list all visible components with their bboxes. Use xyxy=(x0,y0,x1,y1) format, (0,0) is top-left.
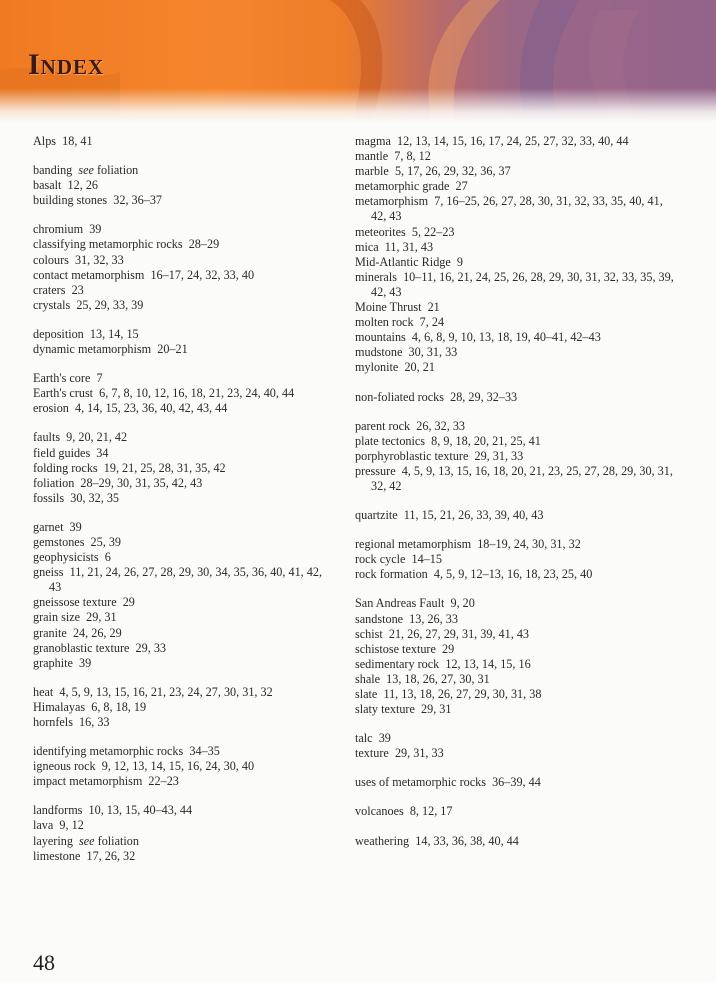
entry-pages: 17, 26, 32 xyxy=(86,848,136,863)
page-title: Index xyxy=(28,48,105,81)
entry-term: non-foliated rocks xyxy=(355,389,445,404)
index-group xyxy=(355,834,675,849)
entry-pages: 14, 33, 36, 38, 40, 44 xyxy=(415,833,519,848)
entry-term: grain size xyxy=(33,610,81,625)
entry-term: sandstone xyxy=(355,611,404,626)
index-group xyxy=(355,508,675,523)
entry-pages: 32, 36–37 xyxy=(113,193,162,208)
entry-term: parent rock xyxy=(355,418,411,433)
index-entry xyxy=(355,134,675,149)
entry-pages: 30, 31, 33 xyxy=(408,345,458,360)
entry-term: impact metamorphism xyxy=(33,774,143,789)
entry-pages: 11, 13, 18, 26, 27, 29, 30, 31, 38 xyxy=(383,687,542,701)
entry-term: igneous rock xyxy=(33,759,96,774)
index-entry xyxy=(355,179,675,194)
entry-pages: 4, 14, 15, 23, 36, 40, 42, 43, 44 xyxy=(74,401,228,416)
index-entry xyxy=(355,330,675,345)
entry-pages: 30, 32, 35 xyxy=(70,490,119,505)
index-entry xyxy=(33,818,333,833)
entry-term: marble xyxy=(355,164,389,179)
index-entry xyxy=(33,744,333,759)
entry-pages: 39 xyxy=(378,731,391,746)
index-entry xyxy=(355,834,675,849)
entry-term: schist xyxy=(355,626,383,641)
index-entry xyxy=(33,520,333,535)
entry-pages: 4, 6, 8, 9, 10, 13, 18, 19, 40–41, 42–43 xyxy=(411,330,601,345)
entry-term: dynamic metamorphism xyxy=(33,342,152,357)
entry-term: slaty texture xyxy=(355,702,415,717)
entry-term: metamorphism xyxy=(355,194,429,209)
index-entry xyxy=(33,178,333,193)
index-entry xyxy=(355,390,675,405)
banner-artwork xyxy=(0,0,716,122)
index-entry xyxy=(355,687,675,702)
index-group xyxy=(33,371,333,416)
entry-pages: 12, 13, 14, 15, 16, 17, 24, 25, 27, 32, 33, 40, 44 xyxy=(396,134,629,148)
entry-pages: 39 xyxy=(69,519,82,534)
entry-pages: 23 xyxy=(71,282,84,297)
entry-pages: 21 xyxy=(427,300,440,315)
index-entry xyxy=(355,642,675,657)
entry-pages: 29 xyxy=(442,641,455,656)
entry-term: regional metamorphism xyxy=(355,537,472,552)
entry-term: slate xyxy=(355,687,378,701)
index-entry xyxy=(33,237,333,252)
entry-pages: 12, 13, 14, 15, 16 xyxy=(445,656,531,671)
index-entry xyxy=(355,746,675,761)
entry-term: heat xyxy=(33,684,54,699)
entry-pages: 20–21 xyxy=(157,342,188,357)
entry-term: volcanoes xyxy=(355,804,404,819)
entry-pages: 6, 8, 18, 19 xyxy=(91,699,147,714)
entry-pages: 28, 29, 32–33 xyxy=(450,389,518,404)
index-entry xyxy=(33,401,333,416)
entry-pages: 9, 12, 13, 14, 15, 16, 24, 30, 40 xyxy=(101,759,255,774)
index-entry xyxy=(355,775,675,790)
index-entry xyxy=(355,804,675,819)
entry-pages: 36–39, 44 xyxy=(492,775,541,790)
entry-term: sedimentary rock xyxy=(355,656,440,671)
entry-pages: 29 xyxy=(122,595,135,610)
entry-pages: 6 xyxy=(104,550,111,565)
index-group xyxy=(355,390,675,405)
entry-term: granite xyxy=(33,625,67,640)
index-group xyxy=(355,731,675,761)
index-entry xyxy=(355,449,675,464)
index-entry xyxy=(355,537,675,552)
entry-pages: foliation xyxy=(96,163,139,178)
entry-term: hornfels xyxy=(33,715,73,729)
index-entry xyxy=(33,803,333,818)
entry-pages: 29, 31 xyxy=(421,702,452,717)
index-group xyxy=(33,134,333,149)
entry-term: chromium xyxy=(33,222,84,237)
entry-pages: 18–19, 24, 30, 31, 32 xyxy=(477,537,581,552)
entry-term: porphyroblastic texture xyxy=(355,448,469,463)
index-entry xyxy=(355,240,675,255)
entry-term: minerals xyxy=(355,269,397,284)
entry-term: limestone xyxy=(33,848,81,863)
index-entry xyxy=(33,193,333,208)
entry-term: mudstone xyxy=(355,345,403,360)
index-entry xyxy=(33,222,333,237)
entry-see: see xyxy=(79,833,95,848)
entry-term: building stones xyxy=(33,193,108,208)
index-group xyxy=(33,222,333,313)
index-entry xyxy=(33,268,333,283)
index-group xyxy=(355,596,675,717)
index-entry xyxy=(33,849,333,864)
entry-term: colours xyxy=(33,252,69,267)
entry-term: layering xyxy=(33,833,73,848)
entry-term: Himalayas xyxy=(33,699,86,714)
index-entry xyxy=(33,656,333,671)
index-entry xyxy=(33,626,333,641)
entry-term: landforms xyxy=(33,803,83,818)
entry-term: Mid-Atlantic Ridge xyxy=(355,254,451,269)
index-entry xyxy=(33,700,333,715)
index-entry xyxy=(33,298,333,313)
index-group xyxy=(33,685,333,730)
entry-pages: 7, 8, 12 xyxy=(394,149,431,164)
entry-pages: 5, 17, 26, 29, 32, 36, 37 xyxy=(394,164,511,179)
index-entry xyxy=(33,715,333,730)
entry-term: geophysicists xyxy=(33,550,99,565)
index-group xyxy=(33,163,333,208)
entry-pages: 16, 33 xyxy=(79,715,110,729)
index-entry xyxy=(355,345,675,360)
entry-pages: 34–35 xyxy=(189,744,220,759)
index-entry xyxy=(355,419,675,434)
entry-pages: 26, 32, 33 xyxy=(416,418,465,433)
entry-pages: 29, 31 xyxy=(86,610,117,625)
entry-term: faults xyxy=(33,430,61,445)
entry-term: rock formation xyxy=(355,567,428,582)
entry-pages: 8, 9, 18, 20, 21, 25, 41 xyxy=(431,433,541,448)
entry-term: meteorites xyxy=(355,224,406,239)
entry-pages: 25, 29, 33, 39 xyxy=(76,297,144,312)
index-entry xyxy=(33,685,333,700)
entry-term: identifying metamorphic rocks xyxy=(33,744,184,759)
entry-term: molten rock xyxy=(355,315,414,330)
entry-term: Earth's core xyxy=(33,371,91,386)
entry-term: deposition xyxy=(33,326,84,341)
entry-term: rock cycle xyxy=(355,552,406,567)
index-entry xyxy=(33,134,333,149)
entry-pages: 29, 31, 33 xyxy=(474,448,524,463)
index-entry xyxy=(355,149,675,164)
index-entry xyxy=(355,464,675,494)
index-entry xyxy=(355,360,675,375)
entry-term: classifying metamorphic rocks xyxy=(33,237,183,252)
entry-pages: 4, 5, 9, 13, 15, 16, 18, 20, 21, 23, 25, 27, 28, 29, 30, 31, 32, 42 xyxy=(371,463,673,493)
index-entry xyxy=(355,567,675,582)
entry-pages: 29, 33 xyxy=(135,640,167,655)
entry-pages: 8, 12, 17 xyxy=(409,804,453,819)
entry-term: graphite xyxy=(33,655,73,670)
entry-term: Alps xyxy=(33,134,57,148)
index-group xyxy=(33,803,333,863)
index-entry xyxy=(33,595,333,610)
entry-term: texture xyxy=(355,746,389,761)
entry-term: banding xyxy=(33,163,73,178)
index-entry xyxy=(33,253,333,268)
index-entry xyxy=(33,550,333,565)
index-entry xyxy=(355,596,675,611)
entry-pages: 11, 31, 43 xyxy=(384,239,434,254)
entry-term: mountains xyxy=(355,330,406,345)
entry-pages: 22–23 xyxy=(148,774,179,789)
entry-pages: 31, 32, 33 xyxy=(74,252,124,267)
entry-pages: 28–29 xyxy=(188,237,220,252)
entry-term: gneiss xyxy=(33,565,64,580)
entry-term: talc xyxy=(355,731,373,746)
entry-pages: 13, 18, 26, 27, 30, 31 xyxy=(386,671,490,686)
index-entry xyxy=(33,759,333,774)
entry-term: mantle xyxy=(355,149,389,164)
index-entry xyxy=(355,552,675,567)
index-group xyxy=(33,327,333,357)
entry-pages: 6, 7, 8, 10, 12, 16, 18, 21, 23, 24, 40, 44 xyxy=(99,386,295,401)
index-entry xyxy=(355,672,675,687)
entry-pages: 10–11, 16, 21, 24, 25, 26, 28, 29, 30, 31, 32, 33, 35, 39, 42, 43 xyxy=(371,269,674,299)
entry-see: see xyxy=(78,163,94,178)
index-entry xyxy=(33,834,333,849)
index-entry xyxy=(355,300,675,315)
entry-term: folding rocks xyxy=(33,460,98,475)
entry-term: schistose texture xyxy=(355,641,436,656)
index-entry xyxy=(33,371,333,386)
entry-term: Earth's crust xyxy=(33,386,94,401)
entry-term: weathering xyxy=(355,833,410,848)
entry-pages: 16–17, 24, 32, 33, 40 xyxy=(150,267,255,282)
index-entry xyxy=(355,434,675,449)
entry-term: pressure xyxy=(355,463,396,478)
index-group xyxy=(355,804,675,819)
entry-pages: 19, 21, 25, 28, 31, 35, 42 xyxy=(103,460,226,475)
index-entry xyxy=(33,342,333,357)
entry-term: fossils xyxy=(33,490,65,505)
index-entry xyxy=(355,270,675,300)
index-group xyxy=(355,419,675,494)
index-entry xyxy=(33,535,333,550)
index-entry xyxy=(355,194,675,224)
index-entry xyxy=(33,610,333,625)
entry-pages: 11, 15, 21, 26, 33, 39, 40, 43 xyxy=(403,508,544,523)
entry-term: plate tectonics xyxy=(355,433,426,448)
entry-term: gneissose texture xyxy=(33,595,117,610)
index-entry xyxy=(355,315,675,330)
entry-term: granoblastic texture xyxy=(33,640,130,655)
index-entry xyxy=(355,225,675,240)
index-group xyxy=(355,134,675,376)
entry-term: quartzite xyxy=(355,508,398,523)
index-entry xyxy=(33,774,333,789)
entry-pages: 7, 16–25, 26, 27, 28, 30, 31, 32, 33, 35, 40, 41, 42, 43 xyxy=(371,194,663,224)
index-entry xyxy=(33,565,333,595)
entry-pages: 9, 20, 21, 42 xyxy=(66,430,128,445)
entry-term: mica xyxy=(355,239,379,254)
index-entry xyxy=(355,731,675,746)
entry-pages: 13, 26, 33 xyxy=(409,611,458,626)
index-entry xyxy=(355,612,675,627)
entry-term: uses of metamorphic rocks xyxy=(355,775,486,790)
index-entry xyxy=(33,641,333,656)
entry-pages: 18, 41 xyxy=(62,134,93,148)
entry-term: shale xyxy=(355,671,381,686)
entry-term: metamorphic grade xyxy=(355,179,450,194)
entry-pages: 10, 13, 15, 40–43, 44 xyxy=(88,803,193,818)
index-entry xyxy=(33,461,333,476)
entry-pages: 39 xyxy=(89,222,102,237)
index-entry xyxy=(355,255,675,270)
index-entry xyxy=(355,657,675,672)
entry-term: mylonite xyxy=(355,360,399,375)
index-group xyxy=(355,537,675,582)
entry-pages: 24, 26, 29 xyxy=(72,625,122,640)
entry-pages: 28–29, 30, 31, 35, 42, 43 xyxy=(80,475,203,490)
index-entry xyxy=(33,476,333,491)
entry-pages: 4, 5, 9, 12–13, 16, 18, 23, 25, 40 xyxy=(433,567,593,582)
entry-pages: 11, 21, 24, 26, 27, 28, 29, 30, 34, 35, 36, 40, 41, 42, 43 xyxy=(49,565,323,595)
entry-term: field guides xyxy=(33,445,91,460)
entry-pages: 12, 26 xyxy=(67,178,98,193)
index-entry xyxy=(33,386,333,401)
index-column-right xyxy=(355,134,675,863)
entry-term: craters xyxy=(33,282,66,297)
index-group xyxy=(33,520,333,671)
index-entry xyxy=(355,702,675,717)
entry-pages: 5, 22–23 xyxy=(411,224,455,239)
entry-pages: 34 xyxy=(96,445,109,460)
entry-pages: 7 xyxy=(96,371,103,386)
entry-pages: 9, 12 xyxy=(59,818,84,833)
entry-pages: 27 xyxy=(455,179,468,194)
entry-pages: 4, 5, 9, 13, 15, 16, 21, 23, 24, 27, 30, 31, 32 xyxy=(59,684,273,699)
entry-term: foliation xyxy=(33,475,75,490)
entry-term: gemstones xyxy=(33,534,85,549)
entry-pages: 9, 20 xyxy=(450,596,475,611)
entry-pages: 14–15 xyxy=(411,552,442,567)
index-entry xyxy=(33,430,333,445)
entry-pages: 20, 21 xyxy=(404,360,435,375)
index-group xyxy=(33,430,333,505)
entry-pages: 13, 14, 15 xyxy=(89,326,139,341)
index-group xyxy=(355,775,675,790)
entry-pages: 29, 31, 33 xyxy=(394,746,444,761)
index-entry xyxy=(355,508,675,523)
entry-term: magma xyxy=(355,134,391,148)
entry-term: lava xyxy=(33,818,54,833)
index-entry xyxy=(355,627,675,642)
entry-term: San Andreas Fault xyxy=(355,596,445,611)
entry-pages: 25, 39 xyxy=(90,534,122,549)
index-column-left xyxy=(33,134,333,878)
entry-term: garnet xyxy=(33,519,64,534)
header-banner xyxy=(0,0,716,122)
entry-term: basalt xyxy=(33,178,62,193)
entry-term: crystals xyxy=(33,297,71,312)
index-entry xyxy=(33,491,333,506)
entry-pages: 7, 24 xyxy=(419,315,445,330)
entry-pages: 39 xyxy=(79,655,92,670)
index-entry xyxy=(33,283,333,298)
entry-pages: foliation xyxy=(97,833,139,848)
index-entry xyxy=(33,163,333,178)
entry-term: contact metamorphism xyxy=(33,267,145,282)
entry-term: erosion xyxy=(33,401,69,416)
entry-term: Moine Thrust xyxy=(355,300,422,315)
entry-pages: 9 xyxy=(456,254,463,269)
index-group xyxy=(33,744,333,789)
index-entry xyxy=(355,164,675,179)
entry-pages: 21, 26, 27, 29, 31, 39, 41, 43 xyxy=(388,626,530,641)
index-entry xyxy=(33,327,333,342)
page-number: 48 xyxy=(33,950,55,975)
index-entry xyxy=(33,446,333,461)
